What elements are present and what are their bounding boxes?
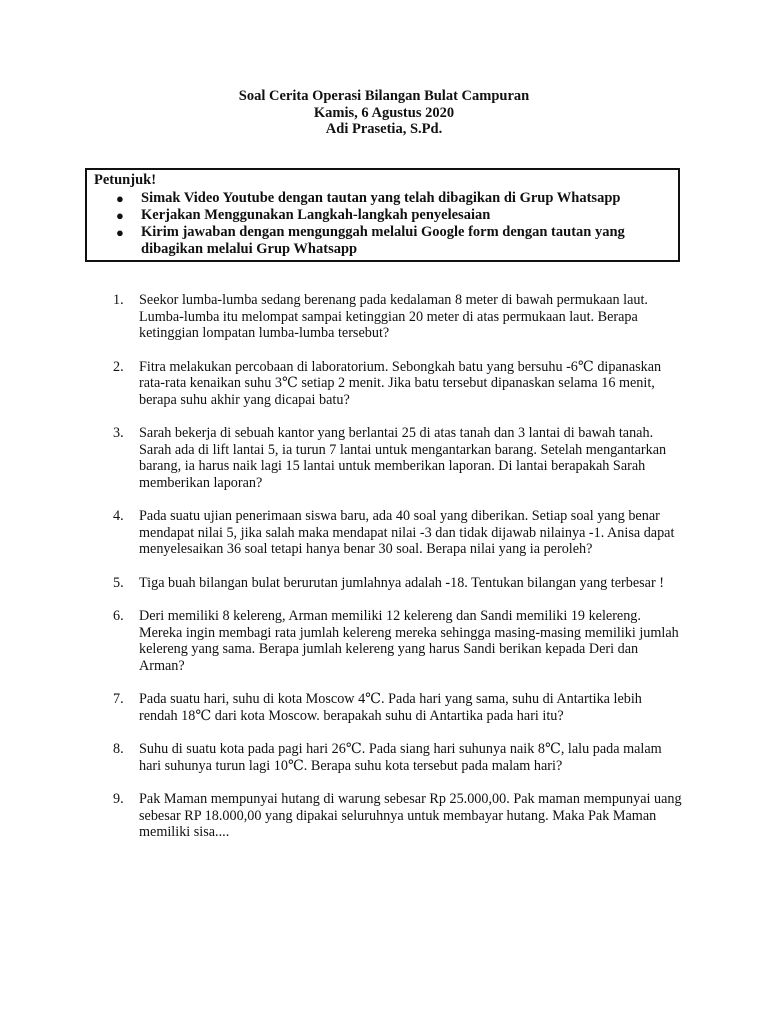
question-item — [113, 292, 683, 342]
question-item — [113, 691, 683, 724]
instruction-text: Kerjakan Menggunakan Langkah-langkah penyelesaian — [141, 207, 491, 223]
question-number: 9. — [113, 791, 124, 807]
question-text: Pada suatu ujian penerimaan siswa baru, ada 40 soal yang diberikan. Setiap soal yang benar mendapat nilai 5, jika salah maka mendapat nilai -3 dan tidak dijawab nilainya -1. Anisa dapat menyelesaikan 36 soal tetapi hanya benar 30 soal. Berapa nilai yang ia peroleh? — [139, 508, 675, 557]
question-item — [113, 359, 683, 409]
question-text: Tiga buah bilangan bulat berurutan jumlahnya adalah -18. Tentukan bilangan yang terbesar ! — [139, 574, 664, 591]
instructions-list — [94, 190, 670, 258]
question-text: Pada suatu hari, suhu di kota Moscow 4℃. Pada hari yang sama, suhu di Antartika lebih rendah 18℃ dari kota Moscow. berapakah suhu di Antartika pada hari itu? — [139, 691, 642, 724]
document-author: Adi Prasetia, S.Pd. — [325, 121, 443, 137]
question-text: Sarah bekerja di sebuah kantor yang berlantai 25 di atas tanah dan 3 lantai di bawah tanah. Sarah ada di lift lantai 5, ia turun 7 lantai untuk mengantarkan barang. Setelah mengantarkan barang, ia harus naik lagi 15 lantai untuk memberikan laporan. Di lantai berapakah Sarah memberikan laporan? — [139, 425, 667, 491]
bullet-icon: ● — [116, 191, 124, 206]
question-item — [113, 508, 683, 558]
question-text: Seekor lumba-lumba sedang berenang pada kedalaman 8 meter di bawah permukaan laut. Lumba-lumba itu melompat sampai ketinggian 20 meter di atas permukaan laut. Berapa ketinggian lompatan lumba-lumba tersebut? — [139, 292, 648, 341]
document-date: Kamis, 6 Agustus 2020 — [313, 104, 455, 121]
instructions-title: Petunjuk! — [94, 172, 157, 188]
bullet-icon: ● — [116, 208, 124, 223]
question-item — [113, 608, 683, 674]
question-item — [113, 575, 683, 592]
question-number: 5. — [113, 574, 124, 591]
question-number: 8. — [113, 741, 124, 757]
document-title: Soal Cerita Operasi Bilangan Bulat Campuran — [238, 88, 530, 104]
instructions-box — [85, 168, 680, 262]
instruction-item — [94, 207, 670, 224]
question-number: 4. — [113, 508, 124, 524]
document-header — [0, 88, 768, 138]
bullet-icon: ● — [116, 225, 124, 240]
instruction-item — [94, 190, 670, 207]
instruction-text: Simak Video Youtube dengan tautan yang telah dibagikan di Grup Whatsapp — [141, 190, 621, 206]
question-number: 2. — [113, 358, 124, 375]
question-item — [113, 741, 683, 774]
question-item — [113, 425, 683, 491]
question-text: Fitra melakukan percobaan di laboratorium. Sebongkah batu yang bersuhu -6℃ dipanaskan rata-rata kenaikan suhu 3℃ setiap 2 menit. Jika batu tersebut dipanaskan selama 16 menit, berapa suhu akhir yang dicapai batu? — [139, 358, 662, 408]
instruction-text: Kirim jawaban dengan mengunggah melalui Google form dengan tautan yang dibagikan melalui Grup Whatsapp — [141, 224, 625, 257]
question-number: 1. — [113, 292, 124, 308]
question-text: Suhu di suatu kota pada pagi hari 26℃. Pada siang hari suhunya naik 8℃, lalu pada malam hari suhunya turun lagi 10℃. Berapa suhu kota tersebut pada malam hari? — [139, 741, 662, 774]
question-list — [113, 292, 683, 858]
question-number: 3. — [113, 425, 124, 441]
instruction-item — [94, 224, 670, 258]
question-text: Pak Maman mempunyai hutang di warung sebesar Rp 25.000,00. Pak maman mempunyai uang sebesar RP 18.000,00 yang dipakai seluruhnya untuk membayar hutang. Maka Pak Maman memiliki sisa.... — [139, 791, 682, 840]
question-number: 7. — [113, 691, 124, 707]
question-number: 6. — [113, 608, 124, 624]
question-item — [113, 791, 683, 841]
question-text: Deri memiliki 8 kelereng, Arman memiliki 12 kelereng dan Sandi memiliki 19 kelereng. Mereka ingin membagi rata jumlah kelereng mereka sehingga masing-masing memiliki jumlah kelereng yang sama. Berapa jumlah kelereng yang harus Sandi berikan kepada Deri dan Arman? — [139, 608, 679, 674]
